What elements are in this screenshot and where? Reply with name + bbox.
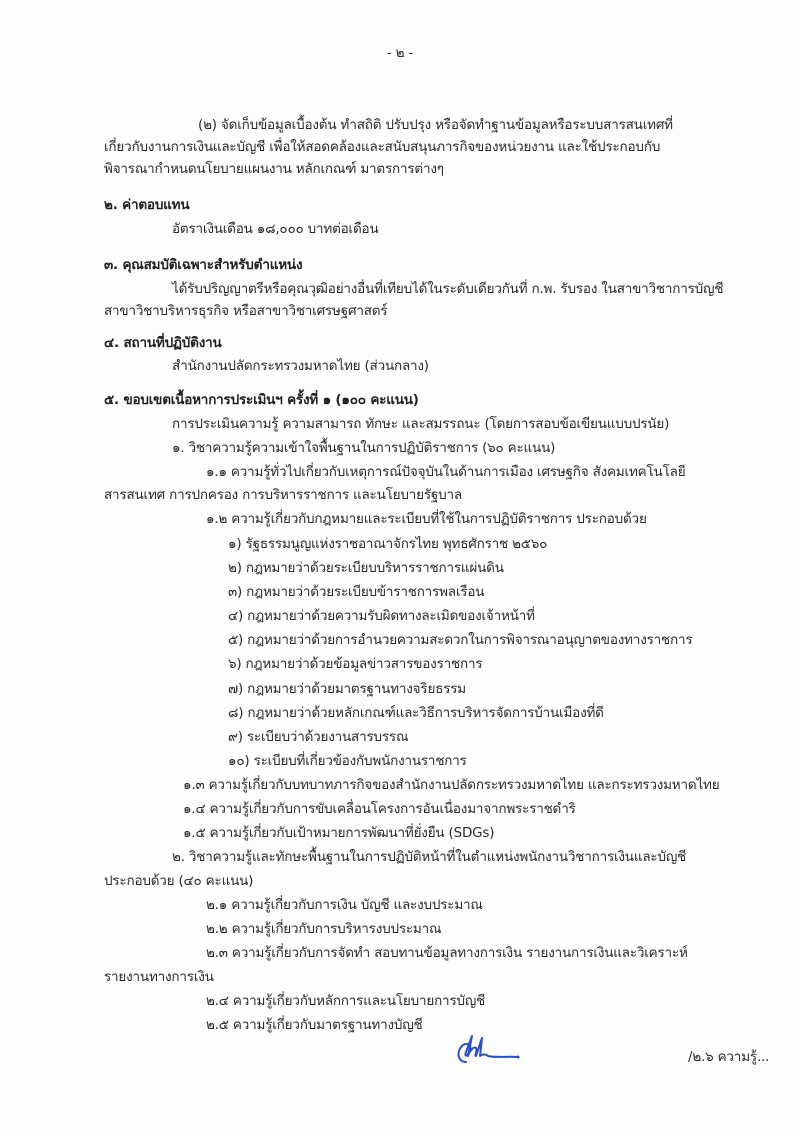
section-4-body: สำนักงานปลัดกระทรวงมหาดไทย (ส่วนกลาง) xyxy=(172,358,429,374)
item-2-5: ๒.๕ ความรู้เกี่ยวกับมาตรฐานทางบัญชี xyxy=(206,1017,423,1033)
item-1-1-line-2: สารสนเทศ การปกครอง การบริหารราชการ และนโยบายรัฐบาล xyxy=(104,487,462,503)
subject-1-title: ๑. วิชาความรู้ความเข้าใจพื้นฐานในการปฏิบัติราชการ (๖๐ คะแนน) xyxy=(172,440,556,456)
signature-icon xyxy=(452,1032,522,1066)
section-2-heading: ๒. ค่าตอบแทน xyxy=(104,197,190,213)
item-2-3-line-1: ๒.๓ ความรู้เกี่ยวกับการจัดทำ สอบทานข้อมูลทางการเงิน รายงานการเงินและวิเคราะห์ xyxy=(206,945,688,961)
law-item: ๒) กฎหมายว่าด้วยระเบียบบริหารราชการแผ่นดิน xyxy=(228,560,504,576)
section-5-intro: การประเมินความรู้ ความสามารถ ทักษะ และสมรรถนะ (โดยการสอบข้อเขียนแบบปรนัย) xyxy=(172,416,670,432)
item-1-3: ๑.๓ ความรู้เกี่ยวกับบทบาทภารกิจของสำนักงานปลัดกระทรวงมหาดไทย และกระทรวงมหาดไทย xyxy=(183,777,720,793)
item-1-5: ๑.๕ ความรู้เกี่ยวกับเป้าหมายการพัฒนาที่ยั่งยืน (SDGs) xyxy=(183,825,495,841)
intro-line-3: พิจารณากำหนดนโยบายแผนงาน หลักเกณฑ์ มาตรการต่างๆ xyxy=(104,161,444,177)
section-5-heading: ๕. ขอบเขตเนื้อหาการประเมินฯ ครั้งที่ ๑ (๑๐๐ คะแนน) xyxy=(104,392,419,408)
law-item: ๘) กฎหมายว่าด้วยหลักเกณฑ์และวิธีการบริหารจัดการบ้านเมืองที่ดี xyxy=(228,705,604,721)
continuation-note: /๒.๖ ความรู้... xyxy=(688,1049,770,1065)
section-3-heading: ๓. คุณสมบัติเฉพาะสำหรับตำแหน่ง xyxy=(104,257,303,273)
item-2-2: ๒.๒ ความรู้เกี่ยวกับการบริหารงบประมาณ xyxy=(206,921,442,937)
law-item: ๕) กฎหมายว่าด้วยการอำนวยความสะดวกในการพิจารณาอนุญาตของทางราชการ xyxy=(228,632,693,648)
item-2-4: ๒.๔ ความรู้เกี่ยวกับหลักการและนโยบายการบัญชี xyxy=(206,993,486,1009)
subject-2-title-line-1: ๒. วิชาความรู้และทักษะพื้นฐานในการปฏิบัติหน้าที่ในตำแหน่งพนักงานวิชาการเงินและบัญชี xyxy=(172,849,687,865)
law-item: ๓) กฎหมายว่าด้วยระเบียบข้าราชการพลเรือน xyxy=(228,584,485,600)
law-item: ๗) กฎหมายว่าด้วยมาตรฐานทางจริยธรรม xyxy=(228,681,466,697)
section-4-heading: ๔. สถานที่ปฏิบัติงาน xyxy=(104,335,222,351)
intro-line-2: เกี่ยวกับงานการเงินและบัญชี เพื่อให้สอดคล้องและสนับสนุนภารกิจของหน่วยงาน และใช้ประกอบกับ xyxy=(104,139,661,155)
section-3-line-2: สาขาวิชาบริหารธุรกิจ หรือสาขาวิชาเศรษฐศาสตร์ xyxy=(104,303,388,319)
subject-2-title-line-2: ประกอบด้วย (๔๐ คะแนน) xyxy=(104,873,254,889)
section-2-body: อัตราเงินเดือน ๑๘,๐๐๐ บาทต่อเดือน xyxy=(172,221,379,237)
page-number: - ๒ - xyxy=(386,45,414,61)
intro-line-1: (๒) จัดเก็บข้อมูลเบื้องต้น ทำสถิติ ปรับปรุง หรือจัดทำฐานข้อมูลหรือระบบสารสนเทศที่ xyxy=(198,117,673,133)
law-item: ๙) ระเบียบว่าด้วยงานสารบรรณ xyxy=(228,729,409,745)
item-1-4: ๑.๔ ความรู้เกี่ยวกับการขับเคลื่อนโครงการอันเนื่องมาจากพระราชดำริ xyxy=(183,801,576,817)
law-item: ๖) กฎหมายว่าด้วยข้อมูลข่าวสารของราชการ xyxy=(228,656,483,672)
item-1-1-line-1: ๑.๑ ความรู้ทั่วไปเกี่ยวกับเหตุการณ์ปัจจุบันในด้านการเมือง เศรษฐกิจ สังคมเทคโนโลยี xyxy=(206,464,686,480)
law-item: ๔) กฎหมายว่าด้วยความรับผิดทางละเมิดของเจ้าหน้าที่ xyxy=(228,608,535,624)
item-2-1: ๒.๑ ความรู้เกี่ยวกับการเงิน บัญชี และงบประมาณ xyxy=(206,897,483,913)
law-item: ๑๐) ระเบียบที่เกี่ยวข้องกับพนักงานราชการ xyxy=(228,753,467,769)
item-2-3-line-2: รายงานทางการเงิน xyxy=(104,969,214,985)
item-1-2: ๑.๒ ความรู้เกี่ยวกับกฎหมายและระเบียบที่ใช้ในการปฏิบัติราชการ ประกอบด้วย xyxy=(206,511,647,527)
section-3-line-1: ได้รับปริญญาตรีหรือคุณวุฒิอย่างอื่นที่เทียบได้ในระดับเดียวกันที่ ก.พ. รับรอง ในสาขาวิชาการบัญชี xyxy=(172,281,724,297)
law-item: ๑) รัฐธรรมนูญแห่งราชอาณาจักรไทย พุทธศักราช ๒๕๖๐ xyxy=(228,536,548,552)
